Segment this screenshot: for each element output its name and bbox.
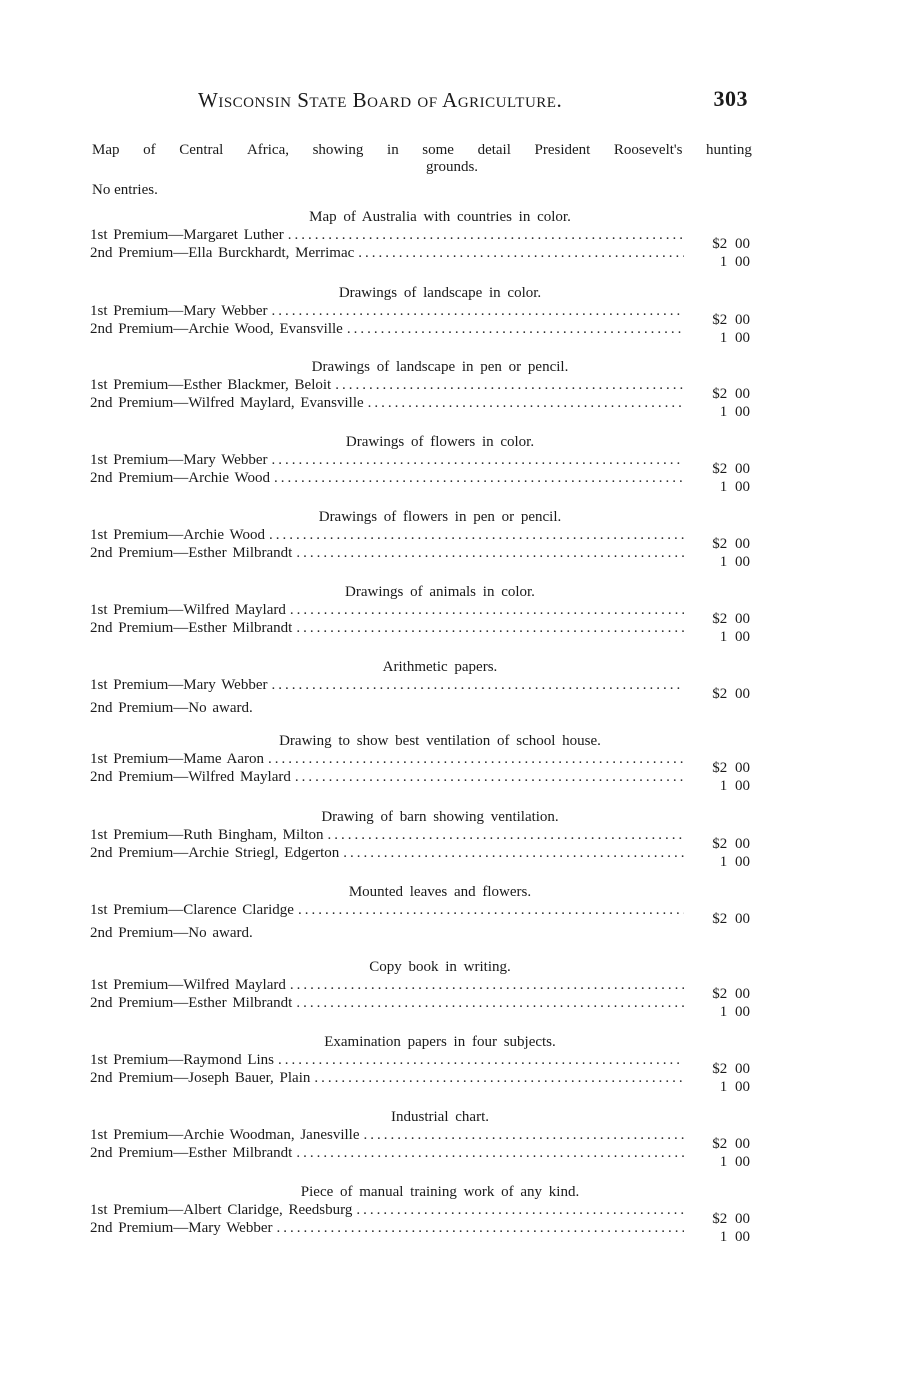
intro-word: showing — [312, 142, 364, 158]
award-entry — [90, 676, 750, 702]
entry-amount: $2 00 — [712, 1136, 750, 1152]
award-section — [90, 1108, 750, 1170]
entry-label: 2nd Premium—Esther Milbrandt — [90, 1145, 293, 1161]
award-entry — [90, 994, 750, 1020]
award-entry — [90, 1126, 750, 1152]
entry-label: 1st Premium—Clarence Claridge — [90, 902, 294, 918]
award-entry — [90, 976, 750, 1002]
entry-amount: 1 00 — [719, 854, 750, 870]
dot-leader — [272, 676, 685, 694]
entry-label: 1st Premium—Archie Woodman, Janesville — [90, 1127, 360, 1143]
intro-word: Roosevelt's — [613, 142, 683, 158]
entry-label: 1st Premium—Mary Webber — [90, 677, 268, 693]
dot-leader — [276, 1219, 684, 1237]
award-entry — [90, 526, 750, 552]
entry-amount: 1 00 — [719, 1079, 750, 1095]
dot-leader — [296, 544, 684, 562]
entry-amount: 1 00 — [719, 479, 750, 495]
section-heading: Map of Australia with countries in color. — [309, 209, 571, 225]
award-entry — [90, 226, 750, 252]
dot-leader — [363, 1126, 684, 1144]
entry-amount: $2 00 — [712, 836, 750, 852]
dot-leader — [358, 244, 684, 262]
section-heading: Copy book in writing. — [369, 959, 511, 975]
dot-leader — [328, 826, 684, 844]
running-head-title: Wisconsin State Board of Agriculture. — [198, 88, 563, 112]
running-head — [198, 88, 758, 116]
entry-label: 2nd Premium—Archie Wood, Evansville — [90, 321, 343, 337]
dot-leader — [272, 302, 685, 320]
dot-leader — [347, 320, 684, 338]
entry-label: 1st Premium—Archie Wood — [90, 527, 265, 543]
intro-word: President — [534, 142, 591, 158]
page-number: 303 — [713, 86, 748, 111]
dot-leader — [343, 844, 684, 862]
entry-amount: $2 00 — [712, 986, 750, 1002]
entry-amount: $2 00 — [712, 236, 750, 252]
section-heading: Drawings of landscape in color. — [338, 285, 542, 301]
section-heading: Drawings of landscape in pen or pencil. — [311, 359, 569, 375]
entry-label: 2nd Premium—No award. — [90, 925, 253, 941]
entry-label: 2nd Premium—No award. — [90, 700, 253, 716]
dot-leader — [274, 469, 684, 487]
award-entry — [90, 601, 750, 627]
entry-amount: $2 00 — [712, 760, 750, 776]
award-entry — [90, 376, 750, 402]
award-entry — [90, 768, 750, 794]
award-entry — [90, 1069, 750, 1095]
entry-label: 2nd Premium—Mary Webber — [90, 1220, 273, 1236]
intro-word: Map — [92, 142, 120, 158]
entry-label: 2nd Premium—Joseph Bauer, Plain — [90, 1070, 311, 1086]
award-entry — [90, 1219, 750, 1245]
section-heading: Drawing of barn showing ventilation. — [321, 809, 559, 825]
entry-label: 2nd Premium—Ella Burckhardt, Merrimac — [90, 245, 355, 261]
section-heading: Drawings of animals in color. — [345, 584, 535, 600]
entry-label: 1st Premium—Raymond Lins — [90, 1052, 274, 1068]
entry-amount: $2 00 — [712, 1061, 750, 1077]
award-entry — [90, 901, 750, 927]
entry-amount: $2 00 — [712, 611, 750, 627]
section-heading: Examination papers in four subjects. — [324, 1034, 556, 1050]
dot-leader — [368, 394, 684, 412]
entry-label: 1st Premium—Mame Aaron — [90, 751, 264, 767]
entry-amount: 1 00 — [719, 1229, 750, 1245]
award-section — [90, 808, 750, 870]
dot-leader — [290, 601, 684, 619]
entry-label: 1st Premium—Mary Webber — [90, 303, 268, 319]
dot-leader — [296, 1144, 684, 1162]
entry-amount: $2 00 — [712, 536, 750, 552]
dot-leader — [268, 750, 684, 768]
entry-amount: 1 00 — [719, 1154, 750, 1170]
award-entry — [90, 469, 750, 495]
entry-amount: 1 00 — [719, 629, 750, 645]
award-entry — [90, 919, 750, 941]
entry-label: 2nd Premium—Archie Striegl, Edgerton — [90, 845, 340, 861]
entry-label: 1st Premium—Wilfred Maylard — [90, 602, 286, 618]
intro-word: in — [387, 142, 399, 158]
award-entry — [90, 1144, 750, 1170]
dot-leader — [288, 226, 684, 244]
award-entry — [90, 244, 750, 270]
intro-word: detail — [477, 142, 511, 158]
award-section — [90, 732, 750, 794]
award-entry — [90, 302, 750, 328]
award-entry — [90, 1051, 750, 1077]
award-section — [90, 658, 750, 716]
entry-amount: 1 00 — [719, 254, 750, 270]
section-heading: Drawings of flowers in pen or pencil. — [318, 509, 562, 525]
entry-amount: $2 00 — [712, 911, 750, 927]
entry-label: 2nd Premium—Esther Milbrandt — [90, 620, 293, 636]
entry-label: 1st Premium—Margaret Luther — [90, 227, 284, 243]
intro-word: some — [422, 142, 454, 158]
entry-amount: $2 00 — [712, 386, 750, 402]
section-heading: Drawings of flowers in color. — [345, 434, 535, 450]
entry-amount: $2 00 — [712, 1211, 750, 1227]
dot-leader — [314, 1069, 684, 1087]
entry-label: 2nd Premium—Wilfred Maylard, Evansville — [90, 395, 364, 411]
entry-amount: 1 00 — [719, 1004, 750, 1020]
entry-amount: $2 00 — [712, 312, 750, 328]
award-entry — [90, 1201, 750, 1227]
dot-leader — [269, 526, 684, 544]
dot-leader — [356, 1201, 684, 1219]
award-entry — [90, 320, 750, 346]
entry-amount: 1 00 — [719, 778, 750, 794]
dot-leader — [290, 976, 684, 994]
award-entry — [90, 826, 750, 852]
intro-word: Africa, — [246, 142, 289, 158]
entry-amount: $2 00 — [712, 461, 750, 477]
entry-label: 1st Premium—Mary Webber — [90, 452, 268, 468]
intro-word: hunting — [706, 142, 752, 158]
intro-line-2: grounds. — [425, 159, 479, 175]
award-section — [90, 433, 750, 495]
section-heading: Piece of manual training work of any kind. — [300, 1184, 580, 1200]
dot-leader — [335, 376, 684, 394]
award-section — [90, 958, 750, 1020]
entry-label: 1st Premium—Wilfred Maylard — [90, 977, 286, 993]
entry-label: 2nd Premium—Wilfred Maylard — [90, 769, 291, 785]
award-section — [90, 284, 750, 346]
entry-amount: 1 00 — [719, 330, 750, 346]
entry-amount: 1 00 — [719, 404, 750, 420]
dot-leader — [272, 451, 685, 469]
award-section — [90, 508, 750, 570]
award-entry — [90, 451, 750, 477]
intro-word: of — [143, 142, 156, 158]
intro-line-1 — [92, 142, 752, 159]
entry-label: 1st Premium—Ruth Bingham, Milton — [90, 827, 324, 843]
dot-leader — [296, 619, 684, 637]
section-heading: Industrial chart. — [391, 1109, 489, 1125]
entry-label: 1st Premium—Albert Claridge, Reedsburg — [90, 1202, 353, 1218]
section-heading: Mounted leaves and flowers. — [348, 884, 532, 900]
dot-leader — [296, 994, 684, 1012]
entry-label: 1st Premium—Esther Blackmer, Beloit — [90, 377, 332, 393]
section-heading: Drawing to show best ventilation of school house. — [279, 733, 601, 749]
dot-leader — [295, 768, 684, 786]
dot-leader — [257, 694, 684, 712]
intro-word: Central — [179, 142, 224, 158]
no-entries-note: No entries. — [92, 182, 158, 198]
award-entry — [90, 619, 750, 645]
entry-label: 2nd Premium—Esther Milbrandt — [90, 545, 293, 561]
entry-amount: 1 00 — [719, 554, 750, 570]
entry-amount: $2 00 — [712, 686, 750, 702]
dot-leader — [257, 919, 684, 937]
entry-label: 2nd Premium—Archie Wood — [90, 470, 270, 486]
award-entry — [90, 544, 750, 570]
section-heading: Arithmetic papers. — [382, 659, 498, 675]
award-section — [90, 583, 750, 645]
award-section — [90, 883, 750, 941]
award-section — [90, 358, 750, 420]
award-section — [90, 1183, 750, 1245]
award-entry — [90, 394, 750, 420]
dot-leader — [278, 1051, 684, 1069]
dot-leader — [298, 901, 684, 919]
award-entry — [90, 750, 750, 776]
entry-label: 2nd Premium—Esther Milbrandt — [90, 995, 293, 1011]
award-entry — [90, 694, 750, 716]
award-entry — [90, 844, 750, 870]
intro-paragraph — [92, 142, 752, 199]
award-section — [90, 1033, 750, 1095]
award-section — [90, 208, 750, 270]
